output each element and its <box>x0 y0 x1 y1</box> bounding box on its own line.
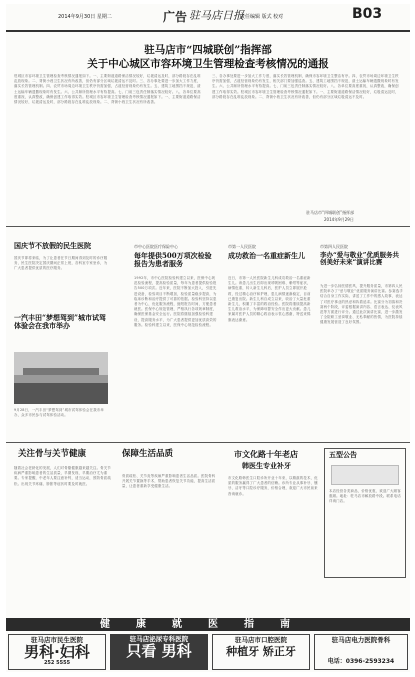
ad-1-phone: 252 5555 <box>43 660 71 666</box>
lead-body-right: 三、各办事处要进一步加大工作力度，落实长效管理机制，确保市容环境卫生整洁有序。四、农贸市场周边环境卫生秩序仍需加强，占道经营现象仍有发生，相关部门要加强巡查。五、建筑工地围挡不规范，渣土运输车辆遗撒现象时有发生。六、公共厕所管理水平有待提高。七、门前三包责任制落实情况较好。八、各单位要高度重视，认真整改，确保创建工作取得实效。驻城区市容环境卫生管理检查考核情况通报如下。一、主要街道道路保洁情况较好，垃圾清运及时，部分路段存在乱堆乱放现象。二、背街小巷卫生状况有所改善，但仍有部分区域垃圾清运不及时。 <box>212 74 399 99</box>
lead-body-left: 驻城区市容环境卫生管理检查考核情况通报如下。一、主要街道道路保洁情况较好，垃圾清运及时，部分路段存在乱堆乱放现象。二、背街小巷卫生状况有所改善，但仍有部分区域垃圾清运不及时。三、各办事处要进一步加大工作力度，落实长效管理机制。四、农贸市场周边环境卫生秩序仍需加强，占道经营现象仍有发生。五、建筑工地围挡不规范，渣土运输车辆遗撒现象时有发生。六、公共厕所管理水平有待提高。七、门前三包责任制落实情况较好。八、各单位要高度重视，认真整改，确保创建工作取得实效。驻城区市容环境卫生管理检查考核情况通报如下。一、主要街道道路保洁情况较好，垃圾清运及时，部分路段存在乱堆乱放现象。二、背街小巷卫生状况有所改善。 <box>14 74 201 105</box>
ad-urology-hospital <box>110 634 208 670</box>
ad-1-main: 男科·妇科 <box>24 643 90 661</box>
ad-2-title: 驻马店泌尿专科医院 <box>129 635 189 643</box>
lower-headline-3b: 韩医生专业补牙 <box>242 461 291 470</box>
notice-grid <box>331 465 399 485</box>
notice-box <box>324 448 406 578</box>
ad-dental-hospital <box>212 634 310 670</box>
divider-rule-2 <box>6 442 410 443</box>
ad-4-phone: 电话：0396-2593234 <box>327 658 395 665</box>
paper-logo: 驻马店日报 <box>189 9 244 22</box>
col1-headline: 国庆节不放假的民生医院 <box>14 241 91 250</box>
editor-line: 责任编辑 版式 校对 <box>240 14 284 20</box>
col2-headline: 每年提供500万项次检验报告为患者服务 <box>134 251 212 269</box>
newspaper-page <box>6 4 410 672</box>
ad-3-title: 驻马店市口腔医院 <box>235 636 287 644</box>
section-name: 广告 <box>163 10 188 24</box>
event-photo <box>14 352 108 404</box>
lead-signoff: 驻马店市“四城联创”指挥部 <box>306 210 355 215</box>
col1-body: 国庆节即将来临，为了让患者在节日期间得到及时的诊疗服务，民生医院决定国庆期间正常上班，各科室专家坐诊，为广大患者提供优质的医疗服务。 <box>14 256 108 271</box>
col2-kicker: 市中心医院医疗保险中心 <box>134 244 178 249</box>
lower-body-1: 随着社会老龄化的发展，人们对骨骼健康越来越关注。骨关节疾病严重影响患者的生活质量，早期发现、早期治疗尤为重要。专家提醒，中老年人要注意补钙，适当运动，预防骨质疏松。出现关节疼痛、肿胀等症状时要及时就医。 <box>14 466 111 486</box>
col1-caption: 9月28日，一汽丰田“梦想驾到”城市试驾体验会在我市举办，众多市民参与试驾体验活动。 <box>14 408 104 418</box>
col3-headline: 成功救治一名重症新生儿 <box>228 251 305 260</box>
col3-body: 近日，市第一人民医院新生儿科成功救治一名重症新生儿。该患儿出生后即出现呼吸困难、紫绀等症状，病情危重，转入新生儿科后，医护人员立即展开抢救，经过精心治疗和护理，患儿病情逐渐稳定，目前已康复出院。新生儿科自成立以来，收治了大量危重新生儿，积累了丰富的救治经验。医院将继续提高新生儿救治水平，为保障母婴安全作出更大贡献。患儿家属对医护人员的精心救治表示衷心感谢，特送来锦旗表达谢意。 <box>228 276 311 322</box>
ad-4-title: 驻马店电力医院骨科 <box>331 636 391 644</box>
col4-headline: 李办“爱与敬业”优质服务共创美好未来“演讲比赛 <box>320 251 399 267</box>
col3-kicker: 市第一人民医院 <box>228 244 256 249</box>
col4-body: 为进一步弘扬医德医风，提升服务质量，市第四人民医院举办了“爱与敬业”优质服务演讲比赛。参赛选手结合自身工作实际，讲述了工作中的感人故事，表达了对医疗事业的热爱和执着追求。比赛分为初赛和决赛两个阶段，评委根据演讲内容、语言表达、仪表风范等方面进行评分。通过此次演讲比赛，进一步激发了全院职工爱岗敬业、无私奉献的热情，为医院持续健康发展营造了良好氛围。 <box>320 284 403 325</box>
ad-1-title: 驻马店市民生医院 <box>31 636 83 644</box>
page-number: B03 <box>352 6 383 22</box>
ad-minsheng-hospital <box>8 634 106 670</box>
divider-rule <box>6 226 410 227</box>
col4-kicker: 市第四人民医院 <box>320 244 348 249</box>
lead-title-1: 驻马店市“四城联创”指挥部 <box>144 44 272 56</box>
col1-headline-2: 一汽丰田“梦想驾到”城市试驾体验会在我市举办 <box>14 313 107 331</box>
lower-headline-2: 保障生活品质 <box>122 449 174 459</box>
lower-body-3: 市文化路韩医生口腔诊所开业十年来，以精湛的技术、优质的服务赢得了广大患者的信赖。诊所专业从事补牙、镶牙、洁牙等口腔诊疗服务，价格合理，欢迎广大市民前来咨询就诊。 <box>228 476 318 496</box>
lower-body-2: 骨质疏松、关节炎等疾病严重影响患者生活品质。医院骨科开展关节置换等手术，帮助患者恢复关节功能，提高生活质量，让患者重新享受健康生活。 <box>122 474 216 489</box>
lead-title-2: 关于中心城区市容环境卫生管理检查考核情况的通报 <box>87 58 329 70</box>
lower-headline-1: 关注骨与关节健康 <box>18 449 87 459</box>
notice-body: 本店经营各类商品，价格优惠，欢迎广大顾客惠顾。地址：驻马店市解放路中段。联系电话详询门店。 <box>329 489 401 504</box>
health-guide-band: 健康就医指南 <box>6 618 410 631</box>
col2-body: 1992年，市中心医院检验科建立以来，医保中心规范检验流程，提高检验质量，每年为患者提供检验报告500万项次。近年来，医院不断加大投入，引进先进设备，检验项目不断增加，检验质量稳步提高，为临床诊断和治疗提供了可靠的依据。检验科坚持以患者为中心，优化服务流程，缩短报告时间，方便患者就医。医保中心规范管理，严格执行各项规章制度，确保医保基金安全运行。医院将继续加强检验科建设，提高服务水平，为广大患者提供更加优质高效的服务。检验科建立以来，医保中心规范检验流程。 <box>134 276 217 327</box>
lower-headline-3: 市文化路十年老店 <box>234 449 298 459</box>
ad-2-main: 只看 男科 <box>126 642 192 660</box>
lead-signoff-date: 2014年9月29日 <box>324 217 354 222</box>
issue-date: 2014年9月30日 星期二 <box>58 14 112 20</box>
ad-3-main: 种植牙 矫正牙 <box>226 645 296 658</box>
notice-box-title: 五型公告 <box>329 450 357 459</box>
ad-power-hospital <box>314 634 408 670</box>
page-header <box>6 4 410 32</box>
